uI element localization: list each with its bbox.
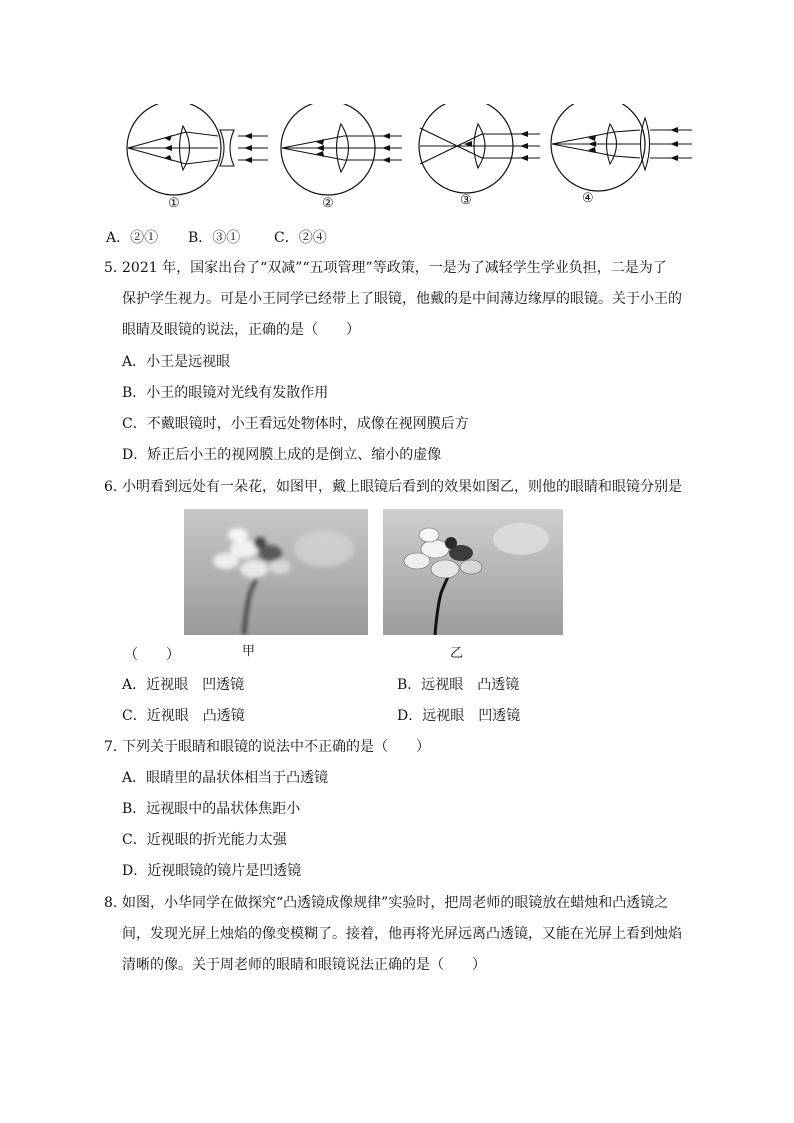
caption-yi: 乙	[450, 646, 464, 661]
q7-option-d: D．近视眼镜的镜片是凹透镜	[122, 863, 302, 879]
q8-line-3: 清晰的像。关于周老师的眼睛和眼镜说法正确的是（ ）	[122, 957, 486, 973]
eye-label-4: ④	[582, 191, 594, 206]
q5-option-c: C．不戴眼镜时，小王看远处物体时，成像在视网膜后方	[122, 416, 469, 432]
q7-line: 下列关于眼睛和眼镜的说法中不正确的是（ ）	[122, 739, 430, 755]
q8-number: 8．	[104, 895, 127, 911]
eye-diagram-4	[551, 104, 692, 191]
q4-option-c	[274, 228, 327, 248]
q5-option-d: D．矫正后小王的视网膜上成的是倒立、缩小的虚像	[122, 447, 442, 463]
q7-option-c: C．近视眼的折光能力太强	[122, 832, 287, 848]
option-text: ②④	[298, 230, 327, 246]
q7-number: 7．	[104, 739, 127, 755]
q5-option-b: B．小王的眼镜对光线有发散作用	[122, 385, 329, 401]
option-letter: A．	[106, 230, 131, 246]
option-text: ③①	[212, 230, 241, 246]
q5-line-1: 2021 年，国家出台了“双减”“五项管理”等政策，一是为了减轻学生学业负担，二是为了	[122, 260, 667, 276]
q5-number: 5．	[104, 260, 127, 276]
eye-label-1: ①	[168, 196, 180, 211]
q8-line-2: 间，发现光屏上烛焰的像变模糊了。接着，他再将光屏远离凸透镜，又能在光屏上看到烛焰	[122, 926, 682, 942]
q6-option-a: A．近视眼 凹透镜	[122, 677, 245, 693]
flower-photo-clear	[383, 509, 563, 635]
option-letter: B．	[188, 230, 213, 246]
eye-diagram-2	[281, 104, 402, 195]
q6-option-d: D．远视眼 凹透镜	[397, 708, 521, 724]
flower-image-clear	[383, 509, 563, 635]
q7-option-b: B．远视眼中的晶状体焦距小	[122, 801, 301, 817]
q5-line-3: 眼睛及眼镜的说法，正确的是（ ）	[122, 322, 360, 338]
option-text: ②①	[130, 230, 159, 246]
eye-diagram-3	[419, 104, 540, 193]
q4-option-a	[106, 228, 158, 248]
q4-option-b	[188, 228, 240, 248]
q6-paren: （ ）	[124, 647, 180, 663]
option-letter: C．	[274, 230, 299, 246]
flower-photo-blurry	[184, 509, 368, 635]
q8-line-1: 如图，小华同学在做探究“凸透镜成像规律”实验时，把周老师的眼镜放在蜡烛和凸透镜之	[122, 895, 669, 911]
q6-option-b: B．远视眼 凸透镜	[397, 677, 520, 693]
q6-line: 小明看到远处有一朵花，如图甲，戴上眼镜后看到的效果如图乙，则他的眼睛和眼镜分别是	[122, 479, 682, 495]
q5-option-a: A．小王是远视眼	[122, 354, 231, 370]
flower-image-blurry	[184, 509, 368, 635]
eye-label-3: ③	[460, 193, 472, 208]
eye-diagrams	[120, 104, 700, 216]
q5-line-2: 保护学生视力。可是小王同学已经带上了眼镜，他戴的是中间薄边缘厚的眼镜。关于小王的	[122, 291, 682, 307]
caption-jia: 甲	[242, 644, 256, 659]
q6-number: 6．	[104, 479, 127, 495]
q6-option-c: C．近视眼 凸透镜	[122, 708, 245, 724]
eye-diagram-1	[127, 104, 268, 195]
q7-option-a: A．眼睛里的晶状体相当于凸透镜	[122, 770, 329, 786]
eye-label-2: ②	[322, 196, 334, 211]
